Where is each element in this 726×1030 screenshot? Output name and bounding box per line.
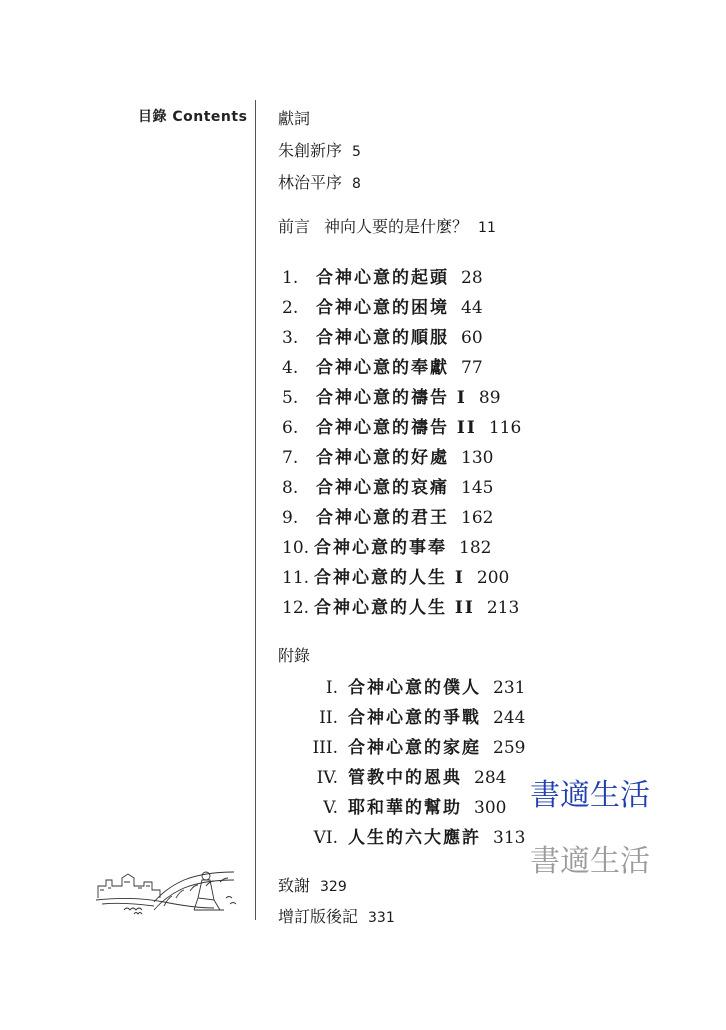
entry-title: 增訂版後記: [278, 907, 359, 926]
chapter-number: 8.: [282, 478, 299, 498]
appendix-page: 313: [493, 828, 526, 848]
chapter-number: 7.: [282, 448, 299, 468]
entry-page: 329: [320, 879, 347, 895]
chapter-page: 213: [486, 598, 520, 618]
appendix-number: II.: [319, 708, 338, 728]
chapter-number: 11.: [282, 568, 310, 588]
appendix-title: 合神心意的僕人: [348, 678, 481, 698]
appendix-title: 人生的六大應許: [348, 828, 481, 848]
toc-entry-foreword-1[interactable]: [278, 138, 361, 161]
entry-title: 致謝: [278, 876, 311, 895]
toc-entry-foreword-2[interactable]: [278, 170, 361, 193]
appendix-title: 合神心意的爭戰: [348, 708, 481, 728]
entry-page: 11: [478, 220, 496, 236]
appendix-title: 合神心意的家庭: [348, 738, 481, 758]
chapter-title: 合神心意的人生 II: [314, 598, 475, 618]
appendix-number: III.: [312, 738, 338, 758]
entry-title: 林治平序: [278, 173, 343, 192]
chapter-page: 89: [478, 388, 501, 408]
toc-appendix-6[interactable]: [276, 823, 525, 848]
appendix-page: 259: [493, 738, 526, 758]
preface-label: 前言: [278, 217, 311, 236]
entry-page: 5: [352, 144, 361, 160]
chapter-page: 130: [461, 448, 494, 468]
entry-title: 朱創新序: [278, 141, 343, 160]
toc-chapter-11[interactable]: [282, 563, 509, 588]
toc-chapter-12[interactable]: [282, 593, 519, 618]
vertical-divider: [255, 100, 256, 920]
chapter-title: 合神心意的禱告 I: [316, 388, 467, 408]
chapter-page: 60: [461, 328, 483, 348]
toc-appendix-3[interactable]: [276, 733, 525, 758]
chapter-number: 9.: [282, 508, 299, 528]
chapter-page: 28: [461, 268, 483, 288]
toc-chapter-4[interactable]: [282, 353, 483, 378]
chapter-number: 2.: [282, 298, 299, 318]
toc-appendix-5[interactable]: [276, 793, 506, 818]
chapter-number: 1.: [282, 268, 299, 288]
chapter-title: 合神心意的君王: [316, 508, 449, 528]
appendix-title: 管教中的恩典: [348, 768, 462, 788]
toc-appendix-2[interactable]: [276, 703, 525, 728]
appendix-title: 耶和華的幫助: [348, 798, 462, 818]
chapter-page: 162: [461, 508, 494, 528]
toc-chapter-3[interactable]: [282, 323, 483, 348]
chapter-page: 77: [461, 358, 483, 378]
chapter-page: 145: [461, 478, 494, 498]
toc-entry-preface[interactable]: [278, 214, 496, 237]
toc-chapter-5[interactable]: [282, 383, 501, 408]
appendix-page: 231: [493, 678, 526, 698]
toc-entry-afterword[interactable]: [278, 904, 395, 927]
toc-chapter-9[interactable]: [282, 503, 493, 528]
chapter-number: 4.: [282, 358, 299, 378]
chapter-number: 5.: [282, 388, 299, 408]
entry-page: 8: [352, 176, 361, 192]
chapter-number: 12.: [282, 598, 310, 618]
chapter-page: 44: [461, 298, 483, 318]
toc-entry-dedication[interactable]: [278, 106, 310, 129]
appendix-page: 300: [474, 798, 507, 818]
toc-chapter-2[interactable]: [282, 293, 483, 318]
chapter-title: 合神心意的事奉: [314, 538, 447, 558]
toc-chapter-8[interactable]: [282, 473, 493, 498]
chapter-title: 合神心意的人生 I: [314, 568, 465, 588]
chapter-page: 182: [459, 538, 492, 558]
chapter-title: 合神心意的起頭: [316, 268, 449, 288]
appendix-number: VI.: [313, 828, 338, 848]
appendix-page: 284: [474, 768, 507, 788]
chapter-title: 合神心意的奉獻: [316, 358, 449, 378]
chapter-title: 合神心意的哀痛: [316, 478, 449, 498]
entry-title: 獻詞: [278, 109, 311, 128]
appendix-number: IV.: [316, 768, 338, 788]
appendix-heading: 附錄: [278, 646, 311, 665]
entry-title: 神向人要的是什麼？: [324, 217, 469, 236]
chapter-page: 116: [488, 418, 522, 438]
chapter-number: 6.: [282, 418, 299, 438]
toc-entry-acknowledgements[interactable]: [278, 873, 347, 896]
toc-appendix-4[interactable]: [276, 763, 506, 788]
chapter-title: 合神心意的好處: [316, 448, 449, 468]
toc-chapter-10[interactable]: [282, 533, 491, 558]
appendix-number: I.: [325, 678, 338, 698]
chapter-title: 合神心意的禱告 II: [316, 418, 477, 438]
entry-page: 331: [368, 910, 395, 926]
toc-chapter-7[interactable]: [282, 443, 493, 468]
watermark-gray: 書適生活: [530, 844, 650, 879]
appendix-page: 244: [493, 708, 526, 728]
toc-appendix-1[interactable]: [276, 673, 525, 698]
toc-chapter-1[interactable]: [282, 263, 483, 288]
sketch-illustration: [94, 858, 244, 920]
chapter-page: 200: [476, 568, 510, 588]
toc-heading: 目錄 Contents: [138, 109, 248, 125]
appendix-number: V.: [323, 798, 338, 818]
chapter-number: 10.: [282, 538, 310, 558]
watermark-blue: 書適生活: [530, 778, 650, 813]
chapter-title: 合神心意的順服: [316, 328, 449, 348]
chapter-number: 3.: [282, 328, 299, 348]
chapter-title: 合神心意的困境: [316, 298, 449, 318]
toc-chapter-6[interactable]: [282, 413, 521, 438]
